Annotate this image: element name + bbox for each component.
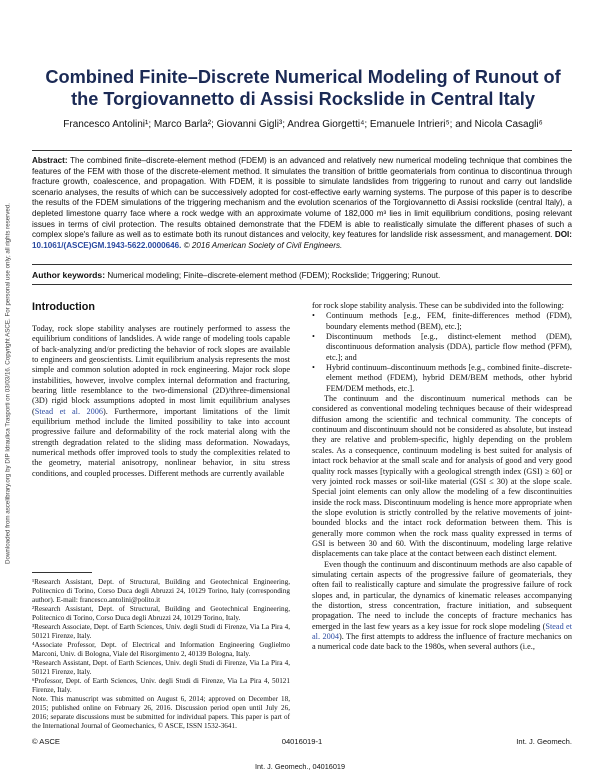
footer-journal: Int. J. Geomech. bbox=[516, 737, 572, 746]
reference-link[interactable]: Stead et al. 2004 bbox=[312, 621, 572, 641]
abstract-copyright: © 2016 American Society of Civil Engineers. bbox=[183, 240, 343, 250]
footnote: ⁶Professor, Dept. of Earth Sciences, Univ. degli Studi di Firenze, Via La Pira 4, 50121 Firenze, Italy. bbox=[32, 677, 290, 694]
list-item: • Continuum methods [e.g., FEM, finite-differences method (FDM), boundary elements method (BEM), etc.]; bbox=[312, 311, 572, 331]
bullet-icon: • bbox=[312, 332, 315, 342]
keywords bbox=[32, 270, 572, 280]
list-item: • Hybrid continuum–discontinuum methods [e.g., combined finite–discrete-element method (FDEM), hybrid DEM/BEM methods, other hybrid FEM/DEM methods, etc.]. bbox=[312, 363, 572, 393]
bullet-icon: • bbox=[312, 311, 315, 321]
section-heading-introduction: Introduction bbox=[32, 301, 95, 313]
abstract-text: The combined finite–discrete-element method (FDEM) is an advanced and relatively new numerical modeling technique that combines the features of the FEM with those of the discrete-element method. It simulates the transition of brittle geomaterials from continua to discontinua through fracture growth, coalescence, and propagation. With FDEM, it is possible to simulate landslides from triggering to runout and carry out landslide scenario analyses, the results of which can be successively adopted for cost-effective early warning systems. The purpose of this paper is to describe the results of the FDEM simulations of the triggering mechanism and the evolution scenarios of the Torgiovannetto di Assisi rockslide (central Italy), a depleted limestone quarry face where a rock wedge with an approximate volume of 182,000 m³ lies in limit equilibrium conditions, posing relevant issues in terms of civil protection. The results obtained demonstrate that the FDEM is able to realistically simulate the different phases of such a complex slope's failure as well as to estimate both its runout distances and velocity, key features for landslide risk assessment, and management. bbox=[32, 156, 572, 240]
paper-title: Combined Finite–Discrete Numerical Modeling of Runout of the Torgiovannetto di Assisi Rockslide in Central Italy bbox=[45, 67, 561, 109]
intro-paragraph-2: The continuum and the discontinuum numerical methods can be considered as conventional modeling techniques because of their widespread diffusion among the scientific and technical community. The concepts of continuum and discontinuum should not be considered as absolute, but instead they are relative and problem-specific, highly depending on the problem scales. As a consequence, continuum modeling is best suited for analysis of intact rock behavior at the small scale and for analysis of good and very good quality rock masses [typically with a geological strength index (GSI) ≥ 60] or very jointed rock masses or soil-like material (GSI ≤ 30) at the slope scale. Special joint elements can only allow the modeling of a few discontinuities inside the rock mass. Discontinuum modeling is hence more appropriate when the slope evolution is strictly controlled by the relative movements of joint-bounded blocks and the intact rock deformation between them. This is generally more common when the rock mass quality expressed in terms of GSI is between 30 and 60. With the discontinuum, modeling large relative displacements can take place at the contact between each distinct element. bbox=[312, 394, 572, 559]
footer-copyright: © ASCE bbox=[32, 737, 60, 746]
bottom-citation: Int. J. Geomech., 04016019 bbox=[254, 762, 346, 771]
footnote-note: Note. This manuscript was submitted on August 6, 2014; approved on December 18, 2015; published online on February 26, 2016. Discussion period open until July 26, 2016; separate discussions must be submitted for individual papers. This paper is part of the International Journal of Geomechanics, © ASCE, ISSN 1532-3641. bbox=[32, 695, 290, 730]
right-column bbox=[312, 301, 572, 653]
doi-link[interactable]: 10.1061/(ASCE)GM.1943-5622.0000646. bbox=[32, 240, 182, 250]
left-column bbox=[32, 324, 290, 479]
doi-label: DOI: bbox=[554, 230, 572, 240]
keywords-text: Numerical modeling; Finite–discrete-element method (FDEM); Rockslide; Triggering; Runout. bbox=[107, 271, 441, 280]
download-watermark bbox=[0, 0, 14, 776]
reference-link[interactable]: Stead et al. 2006 bbox=[34, 406, 104, 416]
footer-article-number: 04016019-1 bbox=[281, 737, 323, 746]
bullet-icon: • bbox=[312, 363, 315, 373]
intro-paragraph-1: Today, rock slope stability analyses are routinely performed to assess the equilibrium conditions of landslides. A wide range of modeling tools capable of back-analyzing and/or predicting the behavior of rock slopes are available to engineers and geoscientists. Limit equilibrium analysis represents the most simple and common solution adopted in rock engineering. Major rock slope instabilities, however, involve complex internal deformation and fracturing, bearing little resemblance to the two-dimensional (2D)/three-dimensional (3D) rigid block assumptions adopted in most limit equilibrium analyses (Stead et al. 2006). Furthermore, important limitations of the limit equilibrium method include the limited possibility to take into account progressive failure and deformability of the rock material along with the strength degradation related to the sliding mass deformation. Nowadays, numerical methods offer improved tools to study the complexities related to the geometry, material anisotropy, nonlinear behavior, in situ stress conditions, and coupled processes. Different methods are currently available bbox=[32, 324, 290, 478]
footnotes bbox=[32, 578, 290, 731]
methods-intro: for rock slope stability analysis. These can be subdivided into the following: bbox=[312, 301, 564, 310]
download-watermark-text: Downloaded from ascelibrary.org by DIP Idraulica Trasporti on 03/03/16. Copyright ASCE. For personal use only; all rights reserved. bbox=[4, 203, 12, 564]
abstract-label: Abstract: bbox=[32, 156, 68, 165]
abstract bbox=[32, 156, 572, 251]
footnote: ⁵Research Assistant, Dept. of Earth Sciences, Univ. degli Studi di Firenze, Via La Pira 4, 50121 Firenze, Italy. bbox=[32, 659, 290, 676]
footnote: ³Research Associate, Dept. of Earth Sciences, Univ. degli Studi di Firenze, Via La Pira 4, 50121 Firenze, Italy. bbox=[32, 623, 290, 640]
abstract-top-rule bbox=[32, 150, 572, 151]
footnote: ⁴Associate Professor, Dept. of Electrical and Information Engineering Guglielmo Marconi, Univ. di Bologna, Viale del Risorgimento 2, 40139 Bologna, Italy. bbox=[32, 641, 290, 658]
author-list: Francesco Antolini¹; Marco Barla²; Giovanni Gigli³; Andrea Giorgetti⁴; Emanuele Intrieri⁵; and Nicola Casagli⁶ bbox=[63, 119, 543, 130]
list-item: • Discontinuum methods [e.g., distinct-element method (DEM), discontinuous deformation analysis (DDA), particle flow method (PFM), etc.]; and bbox=[312, 332, 572, 362]
footnote-rule bbox=[32, 572, 92, 573]
intro-paragraph-3: Even though the continuum and discontinuum methods are also capable of simulating certain aspects of the progressive failure of geomaterials, they often fail to realistically capture and simulate the progressive failure of rock slopes and, in particular, the dynamics of kinematic releases accompanying the distortion, stress concentration, fracture initiation, and subsequent propagation. The need to include the concepts of fracture mechanics has emerged in the last few years as a key issue for rock slope modeling (Stead et al. 2004). The first attempts to address the influence of fracture mechanics on a numerical code date back to the 1980s, when several authors (i.e., bbox=[312, 559, 572, 652]
keywords-label: Author keywords: bbox=[32, 270, 106, 280]
keywords-rule bbox=[32, 264, 572, 265]
footnote: ¹Research Assistant, Dept. of Structural, Building and Geotechnical Engineering, Politecnico di Torino, Corso Duca degli Abruzzi 24, 10129 Torino, Italy (corresponding author). E-mail: francesco.antolini@polito.it bbox=[32, 578, 290, 604]
keywords-bottom-rule bbox=[32, 284, 572, 285]
footnote: ²Research Assistant, Dept. of Structural, Building and Geotechnical Engineering, Politecnico di Torino, Corso Duca degli Abruzzi 24, 10129 Torino, Italy. bbox=[32, 605, 290, 622]
